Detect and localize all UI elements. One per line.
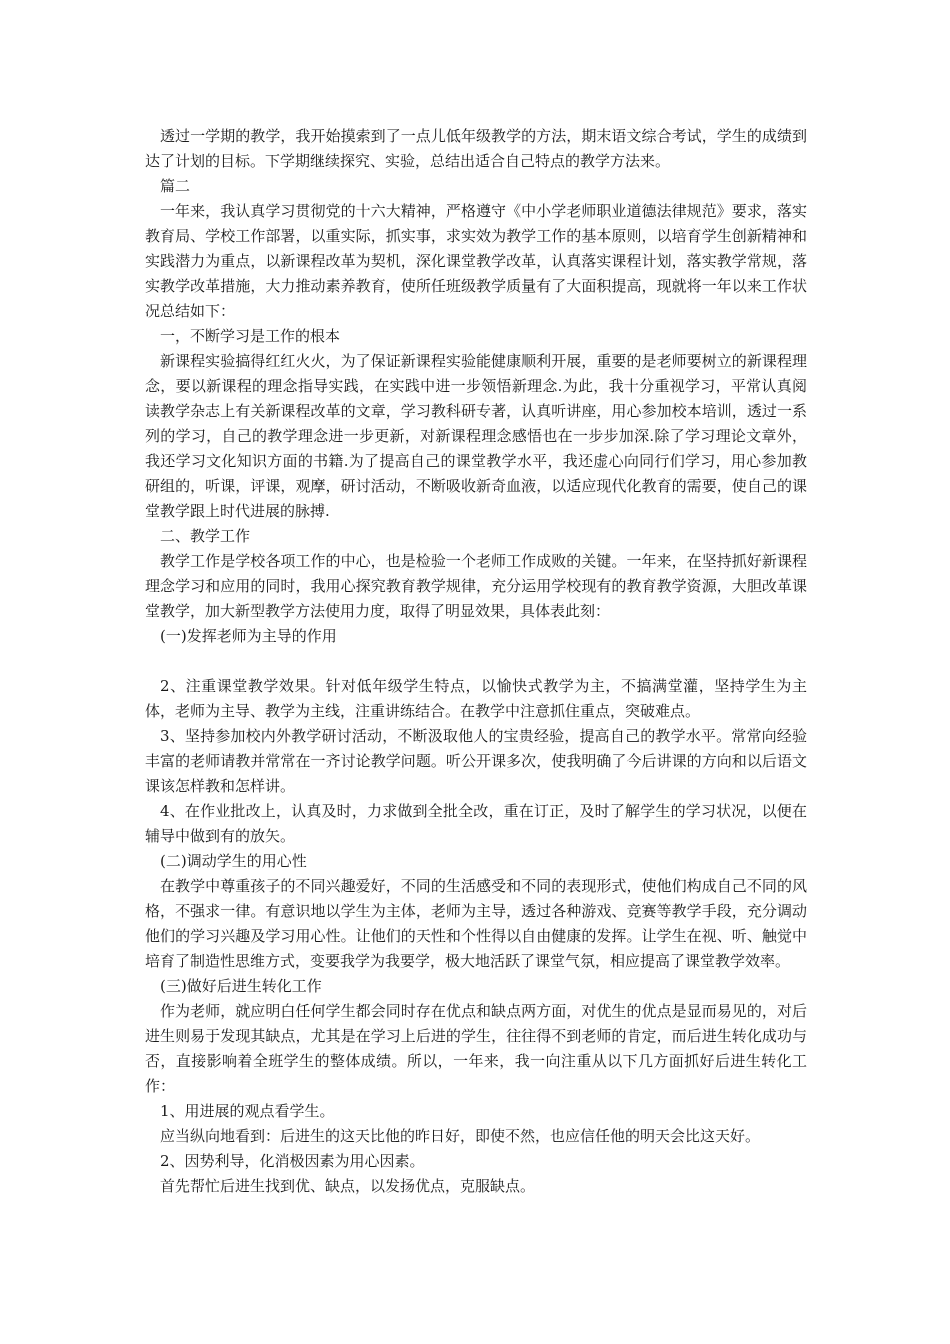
subheading-student-initiative: (二)调动学生的用心性: [160, 852, 307, 870]
document-page: [145, 124, 807, 1199]
list-item-development-view: 1、用进展的观点看学生。: [160, 1102, 335, 1120]
section-heading-part-two: 篇二: [160, 177, 191, 195]
paragraph-new-curriculum: 新课程实验搞得红红火火，为了保证新课程实验能健康顺利开展，重要的是老师要树立的新课程理念，要以新课程的理念指导实践，在实践中进一步领悟新理念.为此，我十分重视学习，平常认真阅读教学杂志上有关新课程改革的文章，学习教科研专著，认真听讲座，用心参加校本培训，透过一系列的学习，自己的教学理念进一步更新，对新课程理念感悟也在一步步加深.除了学习理论文章外，我还学习文化知识方面的书籍.为了提高自己的课堂教学水平，我还虚心向同行们学习，用心参加教研组的，听课，评课，观摩，研讨活动，不断吸收新奇血液，以适应现代化教育的需要，使自己的课堂教学跟上时代进展的脉搏.: [145, 352, 807, 520]
list-item-research-activities: 3、坚持参加校内外教学研讨活动，不断汲取他人的宝贵经验，提高自己的教学水平。常常向经验丰富的老师请教并常常在一齐讨论教学问题。听公开课多次，使我明确了今后讲课的方向和以后语文课该怎样教和怎样讲。: [145, 727, 807, 795]
subheading-underachiever-work: (三)做好后进生转化工作: [160, 977, 322, 995]
paragraph-respect-interests: 在教学中尊重孩子的不同兴趣爱好，不同的生活感受和不同的表现形式，使他们构成自己不同的风格，不强求一律。有意识地以学生为主体，老师为主导，透过各种游戏、竞赛等教学手段，充分调动他们的学习兴趣及学习用心性。让他们的天性和个性得以自由健康的发挥。让学生在视、听、触觉中培育了制造性思维方式，变要我学为我要学，极大地活跃了课堂气氛，相应提高了课堂教学效率。: [145, 877, 807, 970]
subheading-teacher-leading-role: (一)发挥老师为主导的作用: [160, 627, 337, 645]
paragraph-strengths-weaknesses: 首先帮忙后进生找到优、缺点，以发扬优点，克服缺点。: [160, 1177, 536, 1195]
paragraph-teaching-center: 教学工作是学校各项工作的中心，也是检验一个老师工作成败的关键。一年来，在坚持抓好新课程理念学习和应用的同时，我用心探究教育教学规律，充分运用学校现有的教育教学资源，大胆改革课堂教学，加大新型教学方法使用力度，取得了明显效果，具体表此刻：: [145, 552, 807, 620]
paragraph-summary-first-term: 透过一学期的教学，我开始摸索到了一点儿低年级教学的方法，期末语文综合考试，学生的成绩到达了计划的目标。下学期继续探究、实验，总结出适合自己特点的教学方法来。: [145, 127, 807, 170]
blank-line: [145, 649, 807, 674]
list-item-homework-correction: 4、在作业批改上，认真及时，力求做到全批全改，重在订正，及时了解学生的学习状况，以便在辅导中做到有的放矢。: [145, 802, 807, 845]
paragraph-vertical-view: 应当纵向地看到：后进生的这天比他的昨日好，即使不然，也应信任他的明天会比这天好。: [160, 1127, 761, 1145]
heading-continuous-learning: 一，不断学习是工作的根本: [160, 327, 341, 345]
list-item-guidance: 2、因势利导，化消极因素为用心因素。: [160, 1152, 425, 1170]
paragraph-year-overview: 一年来，我认真学习贯彻党的十六大精神，严格遵守《中小学老师职业道德法律规范》要求，落实教育局、学校工作部署，以重实际，抓实事，求实效为教学工作的基本原则，以培育学生创新精神和实践潜力为重点，以新课程改革为契机，深化课堂教学改革，认真落实课程计划，落实教学常规，落实教学改革措施，大力推动素养教育，使所任班级教学质量有了大面积提高，现就将一年以来工作状况总结如下：: [145, 202, 807, 320]
list-item-classroom-effect: 2、注重课堂教学效果。针对低年级学生特点，以愉快式教学为主，不搞满堂灌，坚持学生为主体，老师为主导、教学为主线，注重讲练结合。在教学中注意抓住重点，突破难点。: [145, 677, 807, 720]
paragraph-teacher-view: 作为老师，就应明白任何学生都会同时存在优点和缺点两方面，对优生的优点是显而易见的，对后进生则易于发现其缺点，尤其是在学习上后进的学生，往往得不到老师的肯定，而后进生转化成功与否，直接影响着全班学生的整体成绩。所以，一年来，我一向注重从以下几方面抓好后进生转化工作：: [145, 1002, 807, 1095]
heading-teaching-work: 二、教学工作: [160, 527, 251, 545]
